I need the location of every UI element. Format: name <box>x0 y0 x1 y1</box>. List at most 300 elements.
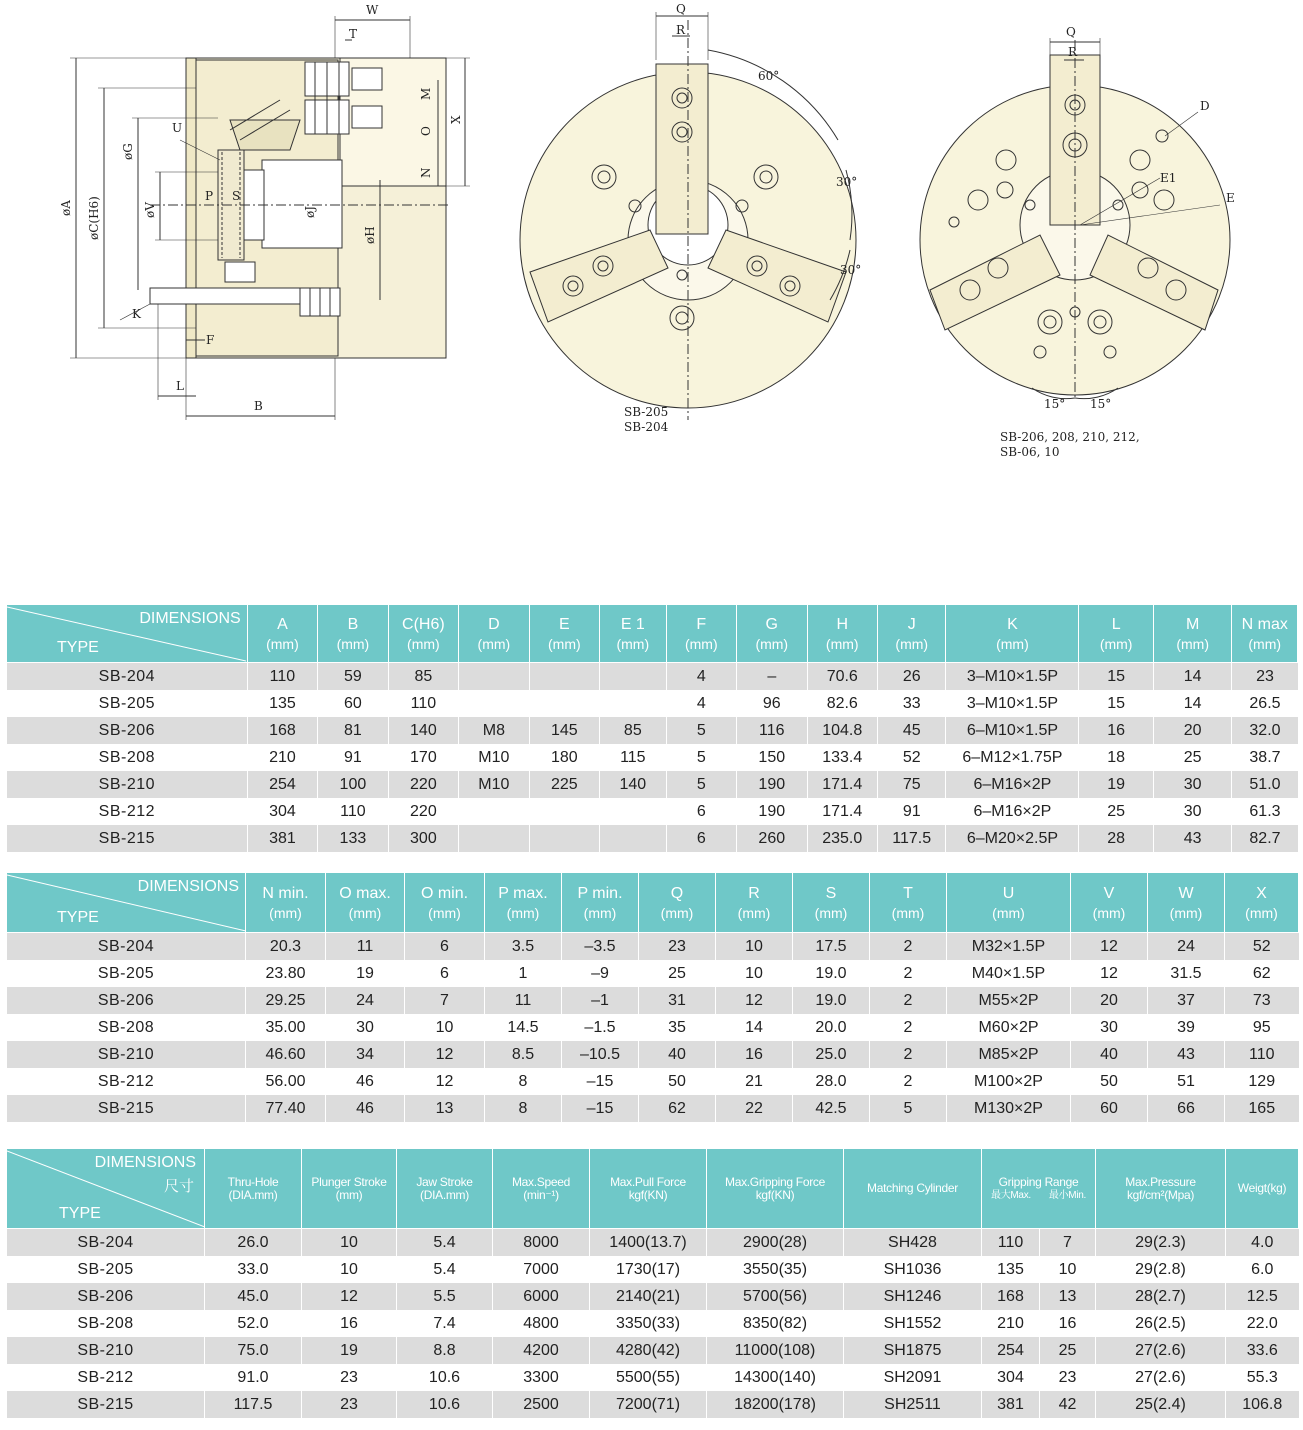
col-header: E (mm) <box>529 605 599 663</box>
table-cell: 2 <box>870 1014 947 1041</box>
svg-text:E: E <box>1226 191 1235 205</box>
table-cell: 22 <box>716 1095 793 1122</box>
svg-text:øC(H6): øC(H6) <box>87 196 101 240</box>
table-cell: 8.8 <box>397 1337 493 1364</box>
table-cell: 12.5 <box>1226 1283 1299 1310</box>
table-cell: 3–M10×1.5P <box>946 663 1079 691</box>
table-cell: 85 <box>388 663 458 691</box>
table-cell: 260 <box>737 825 807 852</box>
table-cell: SH428 <box>844 1229 982 1257</box>
table-cell: –1 <box>562 987 639 1014</box>
table-cell: 1730(17) <box>590 1256 707 1283</box>
col-header: G (mm) <box>737 605 807 663</box>
table-cell: 220 <box>388 798 458 825</box>
table-cell: 25 <box>1079 798 1154 825</box>
table-cell: 52.0 <box>205 1310 302 1337</box>
table-cell: 56.00 <box>246 1068 326 1095</box>
table-cell: 19.0 <box>793 987 870 1014</box>
table-cell: 6–M20×2.5P <box>946 825 1079 852</box>
table-cell: 46 <box>326 1068 405 1095</box>
table-cell: 30 <box>1153 771 1232 798</box>
table-cell: 43 <box>1148 1041 1225 1068</box>
table-cell: 42.5 <box>793 1095 870 1122</box>
table-cell <box>529 798 599 825</box>
svg-text:M: M <box>419 87 433 100</box>
table-cell: 28.0 <box>793 1068 870 1095</box>
table-cell: 14 <box>1153 663 1232 691</box>
table-cell: 3.5 <box>485 933 562 961</box>
svg-text:øH: øH <box>363 226 377 244</box>
table-cell: 7.4 <box>397 1310 493 1337</box>
table-cell: 4.0 <box>1226 1229 1299 1257</box>
table-cell: 16 <box>716 1041 793 1068</box>
col-header-gripping-range: Gripping Range 最大Max. 最小Min. <box>982 1149 1096 1229</box>
col-header: X (mm) <box>1225 873 1299 933</box>
table-cell: 170 <box>388 744 458 771</box>
type-cell: SB-215 <box>7 1095 246 1122</box>
col-header: P min. (mm) <box>562 873 639 933</box>
table-cell: 180 <box>529 744 599 771</box>
table-cell: 300 <box>388 825 458 852</box>
table-cell: 31.5 <box>1148 960 1225 987</box>
type-cell: SB-208 <box>7 1014 246 1041</box>
type-cell: SB-210 <box>7 1337 205 1364</box>
table-cell: 85 <box>600 717 666 744</box>
table-cell: 12 <box>1071 933 1148 961</box>
table-cell: 2500 <box>493 1391 590 1418</box>
table-cell: 15 <box>1079 690 1154 717</box>
table-cell: M130×2P <box>947 1095 1071 1122</box>
table-row <box>7 771 1298 798</box>
table-cell: 381 <box>982 1391 1040 1418</box>
table-cell: 6–M16×2P <box>946 798 1079 825</box>
table-cell: 96 <box>737 690 807 717</box>
table-cell: 33 <box>878 690 946 717</box>
table-cell: 133.4 <box>807 744 877 771</box>
table-cell: 3300 <box>493 1364 590 1391</box>
table-cell: 61.3 <box>1232 798 1298 825</box>
table-cell: 23 <box>1040 1364 1096 1391</box>
table-cell: 2 <box>870 987 947 1014</box>
table-cell: –15 <box>562 1068 639 1095</box>
table-cell: 2 <box>870 1068 947 1095</box>
table-cell: 104.8 <box>807 717 877 744</box>
table-cell: 235.0 <box>807 825 877 852</box>
table-cell: 17.5 <box>793 933 870 961</box>
svg-text:15°: 15° <box>1090 397 1112 411</box>
table-cell: 26.5 <box>1232 690 1298 717</box>
table-cell: 75.0 <box>205 1337 302 1364</box>
table-cell: 2 <box>870 933 947 961</box>
table-cell: 81 <box>318 717 388 744</box>
table-2-header <box>7 873 1299 933</box>
table-cell: 254 <box>247 771 317 798</box>
table-cell <box>459 825 529 852</box>
table-cell: 14.5 <box>485 1014 562 1041</box>
col-header: B (mm) <box>318 605 388 663</box>
table-row <box>7 1256 1299 1283</box>
table-cell: 16 <box>1040 1310 1096 1337</box>
table-cell: 10 <box>302 1229 397 1257</box>
col-header: M (mm) <box>1153 605 1232 663</box>
table-cell: 37 <box>1148 987 1225 1014</box>
table-cell: 210 <box>247 744 317 771</box>
table-cell: 91.0 <box>205 1364 302 1391</box>
table-cell: 210 <box>982 1310 1040 1337</box>
table-row <box>7 798 1298 825</box>
table-cell: 30 <box>326 1014 405 1041</box>
svg-text:øA: øA <box>59 200 73 216</box>
table-cell: 3550(35) <box>707 1256 844 1283</box>
table-cell: 19 <box>326 960 405 987</box>
col-header: L (mm) <box>1079 605 1154 663</box>
table-cell <box>459 663 529 691</box>
table-cell: –15 <box>562 1095 639 1122</box>
table-cell: 225 <box>529 771 599 798</box>
table-cell: 14300(140) <box>707 1364 844 1391</box>
table-cell: 30 <box>1153 798 1232 825</box>
table-cell: 10 <box>1040 1256 1096 1283</box>
col-header: N max (mm) <box>1232 605 1298 663</box>
col-header: Thru-Hole (DIA.mm) <box>205 1149 302 1229</box>
table-cell <box>459 690 529 717</box>
table-row <box>7 690 1298 717</box>
table-cell: 106.8 <box>1226 1391 1299 1418</box>
table-cell: 7200(71) <box>590 1391 707 1418</box>
table-cell: 20 <box>1153 717 1232 744</box>
table-cell: 5.4 <box>397 1229 493 1257</box>
type-label: TYPE <box>59 1205 101 1222</box>
front-view-large <box>920 38 1230 400</box>
drawings-svg <box>0 0 1303 600</box>
table-cell: 35.00 <box>246 1014 326 1041</box>
table-cell: 165 <box>1225 1095 1299 1122</box>
table-cell: 23 <box>302 1391 397 1418</box>
col-header: F (mm) <box>666 605 736 663</box>
table-cell: M85×2P <box>947 1041 1071 1068</box>
table-cell: 8 <box>485 1068 562 1095</box>
table-cell: 40 <box>639 1041 716 1068</box>
type-cell: SB-204 <box>7 933 246 961</box>
table-cell: 135 <box>982 1256 1040 1283</box>
svg-text:D: D <box>1200 99 1210 113</box>
table-cell: 26.0 <box>205 1229 302 1257</box>
svg-text:E1: E1 <box>1160 171 1177 185</box>
col-header: Max.Gripping Force kgf(KN) <box>707 1149 844 1229</box>
table-2-corner <box>7 873 246 933</box>
table-cell: 10 <box>302 1256 397 1283</box>
table-cell: 6000 <box>493 1283 590 1310</box>
type-cell: SB-208 <box>7 1310 205 1337</box>
table-cell: 110 <box>247 663 317 691</box>
type-cell: SB-205 <box>7 960 246 987</box>
table-cell: 5700(56) <box>707 1283 844 1310</box>
table-cell: 28(2.7) <box>1096 1283 1226 1310</box>
table-cell: 110 <box>318 798 388 825</box>
table-cell: 52 <box>878 744 946 771</box>
table-cell: 19.0 <box>793 960 870 987</box>
table-cell: 145 <box>529 717 599 744</box>
table-row <box>7 1337 1299 1364</box>
table-cell: 24 <box>1148 933 1225 961</box>
table-cell: 14 <box>1153 690 1232 717</box>
svg-text:S: S <box>232 189 241 203</box>
col-header: C(H6) (mm) <box>388 605 458 663</box>
table-cell: 10.6 <box>397 1391 493 1418</box>
type-cell: SB-204 <box>7 1229 205 1257</box>
svg-text:60°: 60° <box>758 69 780 83</box>
table-cell: 20.3 <box>246 933 326 961</box>
table-cell: 32.0 <box>1232 717 1298 744</box>
table-cell: SH1036 <box>844 1256 982 1283</box>
col-header: O max. (mm) <box>326 873 405 933</box>
table-cell: 6.0 <box>1226 1256 1299 1283</box>
table-cell: M60×2P <box>947 1014 1071 1041</box>
table-cell: 133 <box>318 825 388 852</box>
table-cell: 10 <box>405 1014 485 1041</box>
table-cell: 52 <box>1225 933 1299 961</box>
col-header: D (mm) <box>459 605 529 663</box>
table-cell: 254 <box>982 1337 1040 1364</box>
caption-sb205-sb204: SB-205 SB-204 <box>624 405 669 434</box>
col-header: Max.Speed (min⁻¹) <box>493 1149 590 1229</box>
table-cell: 45.0 <box>205 1283 302 1310</box>
svg-text:B: B <box>254 399 263 413</box>
col-header: N min. (mm) <box>246 873 326 933</box>
svg-text:øJ: øJ <box>303 205 317 218</box>
table-cell: 4 <box>666 690 736 717</box>
dimensions-label: DIMENSIONS <box>139 610 241 627</box>
svg-text:T: T <box>349 27 358 41</box>
table-cell: 12 <box>405 1068 485 1095</box>
table-cell: 28 <box>1079 825 1154 852</box>
col-header: Max.Pressure kgf/cm²(Mpa) <box>1096 1149 1226 1229</box>
table-cell: –1.5 <box>562 1014 639 1041</box>
table-row <box>7 744 1298 771</box>
table-cell: 7 <box>405 987 485 1014</box>
table-cell: 91 <box>878 798 946 825</box>
table-cell: 4280(42) <box>590 1337 707 1364</box>
table-cell: 62 <box>639 1095 716 1122</box>
table-cell: 5 <box>666 717 736 744</box>
table-cell: 117.5 <box>205 1391 302 1418</box>
table-cell: 34 <box>326 1041 405 1068</box>
table-cell: M55×2P <box>947 987 1071 1014</box>
table-row <box>7 1229 1299 1257</box>
table-cell: 5 <box>666 771 736 798</box>
table-cell <box>600 663 666 691</box>
col-header: Q (mm) <box>639 873 716 933</box>
technical-drawings <box>0 0 1303 600</box>
table-cell: –9 <box>562 960 639 987</box>
table-cell: 13 <box>405 1095 485 1122</box>
table-cell: 23 <box>639 933 716 961</box>
col-header: P max. (mm) <box>485 873 562 933</box>
table-row <box>7 717 1298 744</box>
table-cell: 51.0 <box>1232 771 1298 798</box>
table-cell: 4 <box>666 663 736 691</box>
type-cell: SB-215 <box>7 825 248 852</box>
table-cell: 13 <box>1040 1283 1096 1310</box>
table-cell: 6–M12×1.75P <box>946 744 1079 771</box>
table-cell: 33.6 <box>1226 1337 1299 1364</box>
table-cell: 171.4 <box>807 771 877 798</box>
table-cell: 11 <box>485 987 562 1014</box>
gripping-range-subheads: 最大Max. 最小Min. <box>991 1189 1086 1201</box>
col-header: S (mm) <box>793 873 870 933</box>
col-header: Plunger Stroke (mm) <box>302 1149 397 1229</box>
table-cell: 45 <box>878 717 946 744</box>
type-cell: SB-206 <box>7 987 246 1014</box>
table-cell: 51 <box>1148 1068 1225 1095</box>
table-row <box>7 663 1298 691</box>
table-3-corner <box>7 1149 205 1229</box>
table-cell: 8000 <box>493 1229 590 1257</box>
table-cell: 304 <box>247 798 317 825</box>
table-cell: 30 <box>1071 1014 1148 1041</box>
svg-text:Q: Q <box>676 2 686 16</box>
table-cell: 46 <box>326 1095 405 1122</box>
table-cell: 6–M16×2P <box>946 771 1079 798</box>
table-cell: 7 <box>1040 1229 1096 1257</box>
col-header: Jaw Stroke (DIA.mm) <box>397 1149 493 1229</box>
svg-text:30°: 30° <box>836 175 858 189</box>
col-header: K (mm) <box>946 605 1079 663</box>
table-cell: 14 <box>716 1014 793 1041</box>
table-row <box>7 1283 1299 1310</box>
table-cell: 46.60 <box>246 1041 326 1068</box>
table-cell: 20 <box>1071 987 1148 1014</box>
table-cell: SH1552 <box>844 1310 982 1337</box>
table-cell: 7000 <box>493 1256 590 1283</box>
table-cell: 19 <box>302 1337 397 1364</box>
table-cell: 18200(178) <box>707 1391 844 1418</box>
table-cell: 39 <box>1148 1014 1225 1041</box>
col-header: O min. (mm) <box>405 873 485 933</box>
table-cell <box>529 663 599 691</box>
svg-text:øG: øG <box>121 143 135 160</box>
svg-text:L: L <box>176 379 184 393</box>
table-cell: 140 <box>600 771 666 798</box>
type-label: TYPE <box>57 639 99 656</box>
table-row <box>7 960 1299 987</box>
svg-text:Q: Q <box>1066 25 1076 39</box>
table-cell: 25.0 <box>793 1041 870 1068</box>
table-cell: 1400(13.7) <box>590 1229 707 1257</box>
table-cell: 21 <box>716 1068 793 1095</box>
table-cell: 15 <box>1079 663 1154 691</box>
table-row <box>7 1364 1299 1391</box>
table-cell: 220 <box>388 771 458 798</box>
front-view-small <box>520 12 856 420</box>
dimensions-cjk-label: 尺寸 <box>163 1178 194 1195</box>
table-cell: 5.4 <box>397 1256 493 1283</box>
table-cell: 25 <box>639 960 716 987</box>
col-header: Max.Pull Force kgf(KN) <box>590 1149 707 1229</box>
table-cell: 116 <box>737 717 807 744</box>
table-cell: M8 <box>459 717 529 744</box>
table-cell: 16 <box>302 1310 397 1337</box>
table-cell: –3.5 <box>562 933 639 961</box>
table-cell: 23 <box>1232 663 1298 691</box>
table-cell: 2140(21) <box>590 1283 707 1310</box>
col-header: U (mm) <box>947 873 1071 933</box>
table-cell: 110 <box>982 1229 1040 1257</box>
table-cell: 50 <box>1071 1068 1148 1095</box>
table-cell: 150 <box>737 744 807 771</box>
table-row <box>7 1014 1299 1041</box>
table-cell: 70.6 <box>807 663 877 691</box>
table-cell: 26 <box>878 663 946 691</box>
col-header: W (mm) <box>1148 873 1225 933</box>
table-cell: 29(2.3) <box>1096 1229 1226 1257</box>
table-cell: 38.7 <box>1232 744 1298 771</box>
table-cell: 5500(55) <box>590 1364 707 1391</box>
svg-text:N: N <box>419 167 433 178</box>
table-cell: 6 <box>666 798 736 825</box>
table-cell: 16 <box>1079 717 1154 744</box>
svg-text:15°: 15° <box>1044 397 1066 411</box>
table-row <box>7 1095 1299 1122</box>
svg-text:R: R <box>1068 45 1078 59</box>
table-cell: 2900(28) <box>707 1229 844 1257</box>
table-row <box>7 1068 1299 1095</box>
table-cell: 129 <box>1225 1068 1299 1095</box>
side-view <box>70 16 470 420</box>
table-cell: 25 <box>1040 1337 1096 1364</box>
table-cell: 10 <box>716 933 793 961</box>
table-cell: 35 <box>639 1014 716 1041</box>
table-cell: 27(2.6) <box>1096 1364 1226 1391</box>
table-cell <box>600 825 666 852</box>
table-cell: 110 <box>388 690 458 717</box>
table-row <box>7 1310 1299 1337</box>
svg-text:P: P <box>205 189 214 203</box>
table-cell: 2 <box>870 1041 947 1068</box>
svg-text:F: F <box>206 333 215 347</box>
table-cell: 20.0 <box>793 1014 870 1041</box>
table-cell: 115 <box>600 744 666 771</box>
table-cell: 4800 <box>493 1310 590 1337</box>
table-cell: 12 <box>1071 960 1148 987</box>
table-cell: 60 <box>318 690 388 717</box>
svg-text:øV: øV <box>143 202 157 218</box>
col-header: Weigt(kg) <box>1226 1149 1299 1229</box>
table-cell: 40 <box>1071 1041 1148 1068</box>
svg-text:W: W <box>366 3 379 17</box>
col-header: V (mm) <box>1071 873 1148 933</box>
type-cell: SB-206 <box>7 1283 205 1310</box>
table-cell: M10 <box>459 744 529 771</box>
table-cell: 8.5 <box>485 1041 562 1068</box>
table-cell: –10.5 <box>562 1041 639 1068</box>
table-cell: 33.0 <box>205 1256 302 1283</box>
table-cell: 25 <box>1153 744 1232 771</box>
dimensions-label: DIMENSIONS <box>137 878 239 895</box>
table-row <box>7 1391 1299 1418</box>
table-cell: 62 <box>1225 960 1299 987</box>
table-cell: 29(2.8) <box>1096 1256 1226 1283</box>
table-cell: M32×1.5P <box>947 933 1071 961</box>
table-row <box>7 1041 1299 1068</box>
svg-text:K: K <box>132 307 141 321</box>
table-2-body <box>7 933 1299 1123</box>
table-cell: 23 <box>302 1364 397 1391</box>
performance-table-body <box>7 1229 1299 1419</box>
table-cell: 22.0 <box>1226 1310 1299 1337</box>
table-cell: 4200 <box>493 1337 590 1364</box>
table-cell: 12 <box>716 987 793 1014</box>
